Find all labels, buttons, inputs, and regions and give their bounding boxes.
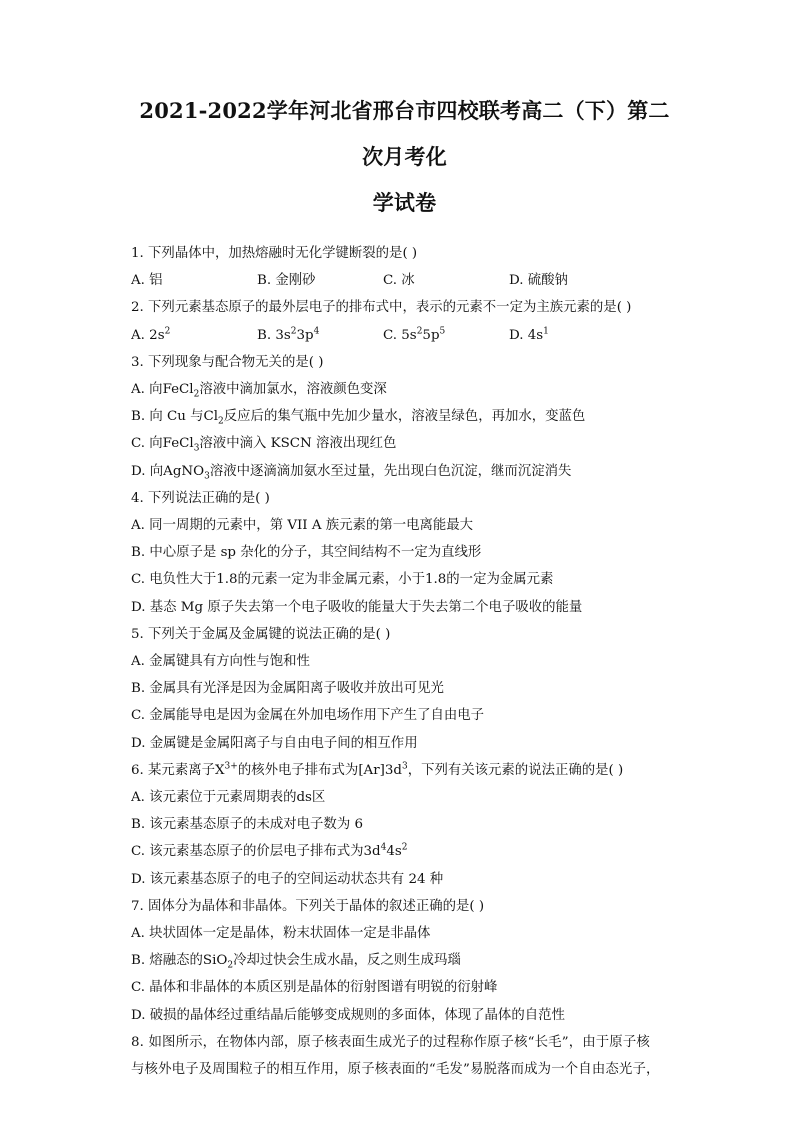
question-6-option-a: A. 该元素位于元素周期表的ds区 — [131, 790, 326, 806]
question-2-option-a-sup: 2 — [164, 326, 171, 337]
question-7-option-a: A. 块状固体一定是晶体，粉末状固体一定是非晶体 — [131, 926, 431, 942]
question-2-option-a — [131, 322, 257, 349]
question-7-option-b-pre: B. 熔融态的SiO — [131, 953, 228, 969]
exam-title-line-2: 学试卷 — [372, 190, 437, 215]
question-3-option-c — [131, 430, 676, 457]
question-4-option-c: C. 电负性大于1.8的元素一定为非金属元素，小于1.8的一定为金属元素 — [131, 572, 554, 588]
question-6-option-c-pre: C. 该元素基态原子的价层电子排布式为3d — [131, 844, 381, 860]
question-4-option-a: A. 同一周期的元素中，第 VII A 族元素的第一电离能最大 — [131, 518, 474, 534]
question-2-option-b-sup-2: 4 — [313, 326, 320, 337]
question-2-stem: 2. 下列元素基态原子的最外层电子的排布式中，表示的元素不一定为主族元素的是( ) — [131, 300, 632, 316]
question-3-option-a-sub: 2 — [193, 389, 200, 400]
question-2-option-c-sup-2: 5 — [439, 326, 446, 337]
question-2-option-c-text: C. 5s — [383, 327, 417, 343]
question-2-options — [131, 322, 676, 349]
question-3-option-c-pre: C. 向FeCl — [131, 436, 194, 452]
question-2-option-b-sup-1: 2 — [290, 326, 297, 337]
question-6-option-c-mid: 4s — [386, 844, 402, 860]
question-3-option-b-pre: B. 向 Cu 与Cl — [131, 409, 219, 425]
question-6-option-d: D. 该元素基态原子的电子的空间运动状态共有 24 种 — [131, 871, 444, 887]
question-3-option-b — [131, 403, 676, 430]
question-4-option-b: B. 中心原子是 sp 杂化的分子，其空间结构不一定为直线形 — [131, 545, 482, 561]
question-7-option-b-post: 冷却过快会生成水晶，反之则生成玛瑙 — [233, 953, 461, 969]
question-5-option-d: D. 金属键是金属阳离子与自由电子间的相互作用 — [131, 735, 418, 751]
question-8-line-1: 8. 如图所示，在物体内部，原子核表面生成光子的过程称作原子核“长毛”，由于原子核 — [131, 1034, 650, 1050]
question-2-option-d-text: D. 4s — [509, 327, 544, 343]
question-3-option-d-post: 溶液中逐滴滴加氨水至过量，先出现白色沉淀，继而沉淀消失 — [209, 463, 572, 479]
question-3-option-d-pre: D. 向AgNO — [131, 463, 205, 479]
question-1-option-d: D. 硫酸钠 — [509, 273, 568, 289]
question-3-option-c-post: 溶液中滴入 KSCN 溶液出现红色 — [199, 436, 397, 452]
question-6-stem-post: ，下列有关该元素的说法正确的是( ) — [407, 762, 624, 778]
question-7-option-d: D. 破损的晶体经过重结晶后能够变成规则的多面体，体现了晶体的自范性 — [131, 1007, 565, 1023]
question-6-stem-sup: 3+ — [224, 761, 238, 772]
question-5-stem: 5. 下列关于金属及金属键的说法正确的是( ) — [131, 626, 391, 642]
question-3-option-a-post: 溶液中滴加氯水，溶液颜色变深 — [199, 382, 387, 398]
question-6-stem — [131, 757, 676, 784]
question-2-option-b-text: B. 3s — [257, 327, 291, 343]
question-2-option-b-mid: 3p — [296, 327, 314, 343]
question-2-option-c-sup-1: 2 — [416, 326, 423, 337]
question-3-option-d-sub: 3 — [204, 471, 210, 482]
question-6-stem-pre: 6. 某元素离子X — [131, 762, 225, 778]
question-3-stem: 3. 下列现象与配合物无关的是( ) — [131, 354, 324, 370]
question-1-option-a: A. 铝 — [131, 273, 163, 289]
question-7-option-b-sub: 2 — [227, 960, 234, 971]
question-5-option-b: B. 金属具有光泽是因为金属阳离子吸收并放出可见光 — [131, 681, 444, 697]
question-5-option-a: A. 金属键具有方向性与饱和性 — [131, 654, 310, 670]
question-2-option-b — [257, 322, 383, 349]
question-3-option-d — [131, 458, 676, 485]
question-8-line-2: 与核外电子及周围粒子的相互作用，原子核表面的“毛发”易脱落而成为一个自由态光子， — [131, 1062, 660, 1078]
question-6-stem-sup-2: 3 — [401, 761, 408, 772]
question-6-option-c-sup-2: 2 — [401, 843, 408, 853]
question-7-option-b — [131, 947, 676, 974]
question-5-option-c: C. 金属能导电是因为金属在外加电场作用下产生了自由电子 — [131, 708, 485, 724]
question-3-option-b-post: 反应后的集气瓶中先加少量水，溶液呈绿色，再加水，变蓝色 — [223, 409, 586, 425]
question-3-option-a — [131, 376, 676, 403]
question-6-stem-mid: 的核外电子排布式为[Ar]3d — [237, 762, 402, 778]
question-2-option-c — [383, 322, 509, 349]
exam-title — [131, 88, 676, 226]
question-2-option-d — [509, 322, 635, 349]
question-2-option-a-text: A. 2s — [131, 327, 165, 343]
question-1-stem: 1. 下列晶体中，加热熔融时无化学键断裂的是( ) — [131, 246, 418, 261]
question-2-option-c-mid: 5p — [422, 327, 440, 343]
question-3-option-c-sub: 3 — [193, 444, 200, 455]
question-6-option-c — [131, 838, 676, 865]
question-7-option-c: C. 晶体和非晶体的本质区别是晶体的衍射图谱有明锐的衍射峰 — [131, 980, 498, 996]
exam-title-line-1: 2021-2022学年河北省邢台市四校联考高二（下）第二次月考化 — [139, 98, 670, 169]
question-4-stem: 4. 下列说法正确的是( ) — [131, 490, 270, 506]
question-3-option-a-pre: A. 向FeCl — [131, 382, 194, 398]
question-4-option-d: D. 基态 Mg 原子失去第一个电子吸收的能量大于失去第二个电子吸收的能量 — [131, 599, 583, 615]
question-6-option-c-sup-1: 4 — [380, 843, 387, 853]
question-3-option-b-sub: 2 — [218, 416, 224, 427]
question-2-option-d-sup: 1 — [543, 326, 549, 337]
question-1-option-c: C. 冰 — [383, 273, 415, 289]
question-1-option-b: B. 金刚砂 — [257, 273, 316, 289]
question-7-stem: 7. 固体分为晶体和非晶体。下列关于晶体的叙述正确的是( ) — [131, 898, 485, 914]
question-6-option-b: B. 该元素基态原子的未成对电子数为 6 — [131, 817, 363, 833]
question-1-options — [131, 267, 676, 294]
question-list — [131, 240, 676, 1083]
